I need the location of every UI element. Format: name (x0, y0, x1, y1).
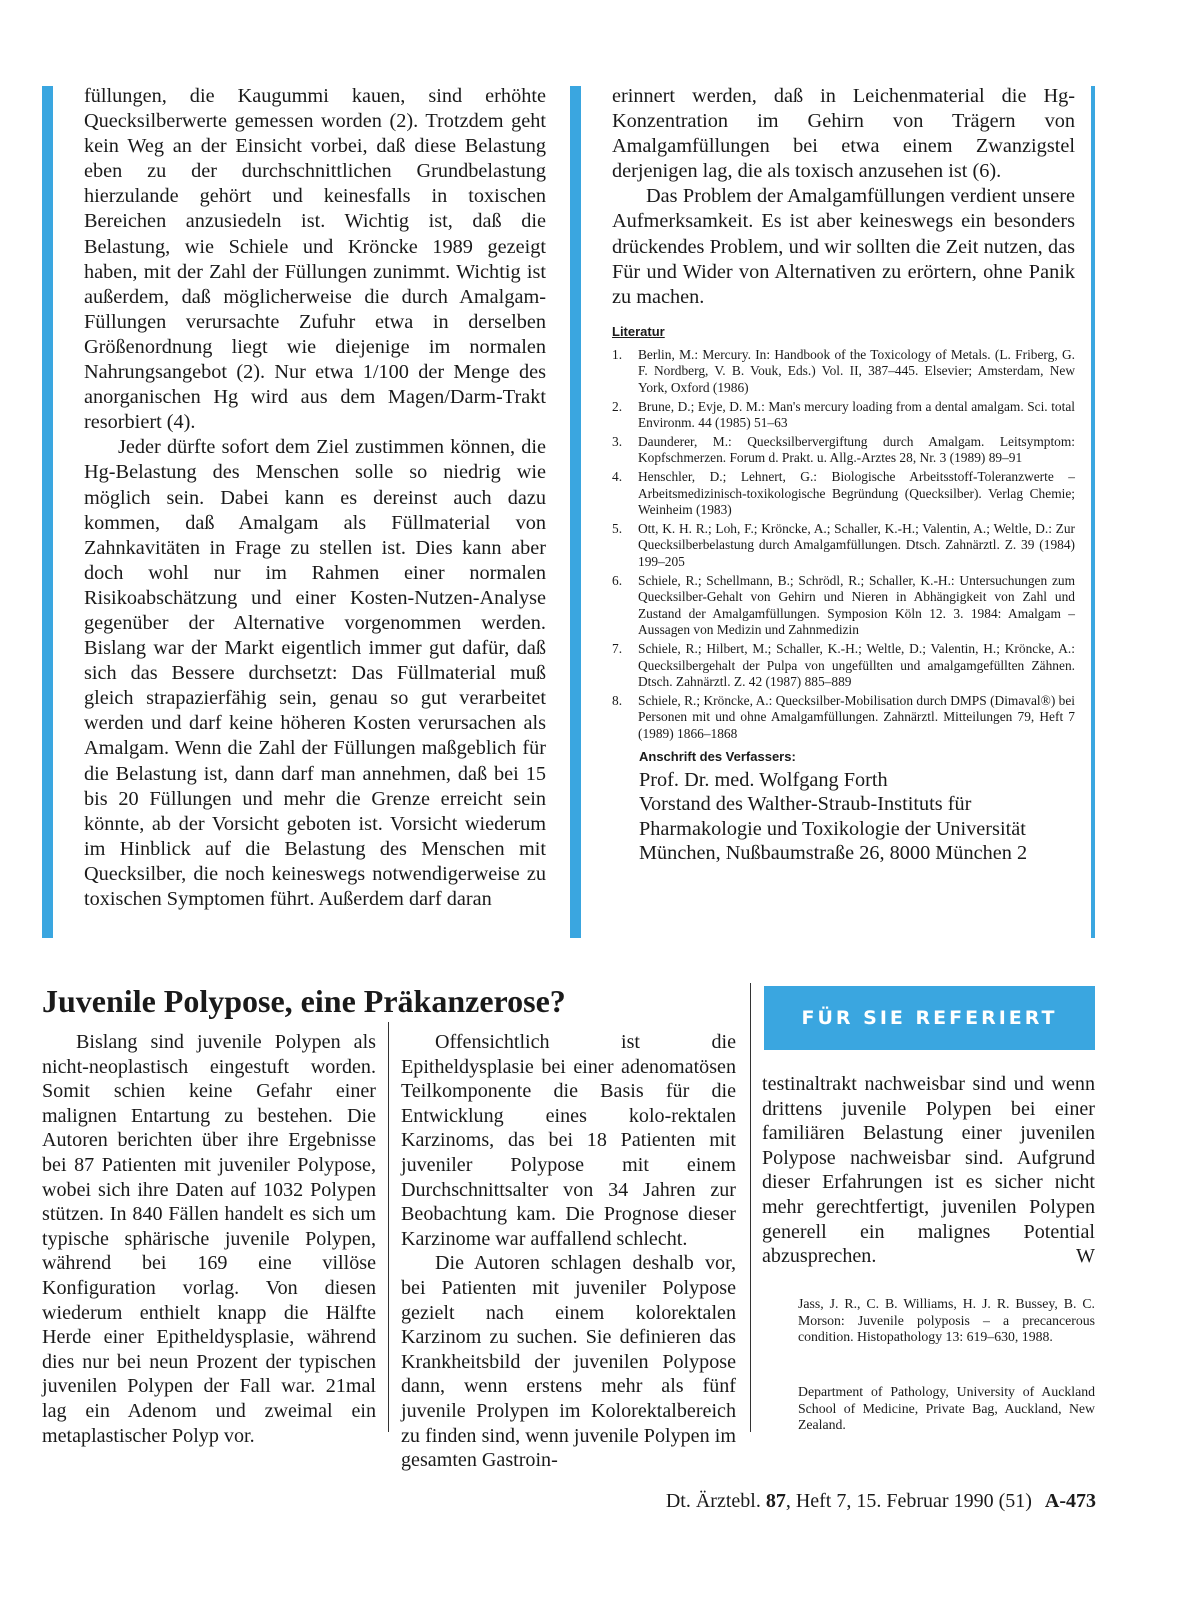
reference-number: 3. (612, 433, 623, 449)
reference-item (612, 641, 1075, 691)
article1-column-2 (612, 84, 1075, 866)
address-line: München, Nußbaumstraße 26, 8000 München 2 (639, 842, 1028, 865)
article2-paragraph: Bislang sind juvenile Polypen als nicht-neoplastisch eingestuft worden. Somit schien keine Gefahr einer malignen Entartung zu bestehen. Die Autoren berichten über ihre Ergebnisse bei 87 Patienten mit juveniler Polypose, wobei sich ihre Daten auf 1032 Polypen stützen. In 840 Fällen handelt es sich um typische sphärische juvenile Polypen, während bei 169 eine villöse Konfiguration vorlag. Von diesen wiederum enthielt knapp die Hälfte Herde einer Epitheldysplasie, während dies nur bei neun Prozent der typischen juvenilen Polypen der Fall war. 21mal lag ein Adenom und zweimal ein metaplastischer Polyp vor. (42, 1031, 376, 1447)
address-line: Pharmakologie und Toxikologie der Universität (639, 817, 1026, 840)
reference-item (612, 399, 1075, 432)
article2-paragraph: testinaltrakt nachweisbar sind und wenn drittens juvenile Polypen bei einer familiären Belastung einer juvenilen Polypose nachweisbar sind. Aufgrund dieser Erfahrungen ist es sicher nicht mehr gerechtfertigt, juvenilen Polypen generell ein malignes Potential abzusprechen. (762, 1073, 1095, 1268)
article2-column-1 (42, 1030, 376, 1448)
reference-item (612, 347, 1075, 397)
article1-column-1 (84, 84, 546, 912)
column-divider (750, 983, 751, 1432)
address-line: Vorstand des Walther-Straub-Instituts für (639, 793, 972, 816)
article1-paragraph: füllungen, die Kaugummi kauen, sind erhöhte Quecksilberwerte gemessen worden (2). Trotzdem geht kein Weg an der Einsicht vorbei, daß diese Belastung eben zu der durchschnittlichen Grundbelastung hierzulande gehört und keinesfalls in toxischen Bereichen anzusiedeln ist. Wichtig ist, daß die Belastung, wie Schiele und Kröncke 1989 gezeigt haben, mit der Zahl der Füllungen zunimmt. Wichtig ist außerdem, daß möglicherweise die durch Amalgam-Füllungen verursachte Zufuhr etwa in derselben Größenordnung liegt wie diejenige im normalen Nahrungsangebot (2). Nur etwa 1/100 der Menge des anorganischen Hg wird aus dem Magen/Darm-Trakt resorbiert (4). (84, 85, 546, 434)
author-signature: W (1076, 1245, 1095, 1268)
reference-text: Schiele, R.; Hilbert, M.; Schaller, K.-H.; Weltle, D.; Valentin, H.; Kröncke, A.: Quecksilbergehalt der Pulpa von ungefüllten und amalgamgefüllten Zähnen. Dtsch. Zahnärztl. Z. 42 (1987) 885–889 (638, 640, 1075, 690)
address-heading: Anschrift des Verfassers: (639, 748, 796, 764)
author-affiliation (798, 1384, 1095, 1434)
reference-item (612, 521, 1075, 571)
reference-item (612, 469, 1075, 519)
reference-number: 6. (612, 572, 623, 588)
reference-text: Henschler, D.; Lehnert, G.: Biologische Arbeitsstoff-Toleranzwerte – Arbeitsmedizinisch-toxikologische Begründung (Quecksilber). Verlag Chemie; Weinheim (1983) (638, 469, 1075, 518)
accent-bar-left (42, 86, 53, 938)
accent-bar-middle (570, 86, 581, 938)
article1-paragraph: erinnert werden, daß in Leichenmaterial die Hg-Konzentration im Gehirn von Trägern von Amalgamfüllungen bei etwa einem Zwanzigstel derjenigen lag, die als toxisch anzusehen ist (6). (612, 85, 1075, 183)
column-divider (388, 1022, 389, 1432)
reference-text: Brune, D.; Evje, D. M.: Man's mercury loading from a dental amalgam. Sci. total Environm. 44 (1985) 51–63 (638, 398, 1075, 431)
reference-number: 4. (612, 469, 623, 484)
accent-bar-right (1091, 86, 1095, 938)
reference-text: Berlin, M.: Mercury. In: Handbook of the Toxicology of Metals. (L. Friberg, G. F. Nordberg, V. B. Vouk, Eds.) Vol. II, 387–445. Elsevier; Amsterdam, New York, Oxford (1986) (638, 346, 1075, 396)
page-footer (666, 1490, 1096, 1513)
article1-paragraph: Jeder dürfte sofort dem Ziel zustimmen können, die Hg-Belastung des Menschen solle so niedrig wie möglich sein. Dabei kann es dereinst auch dazu kommen, daß Amalgam als Füllmaterial von Zahnkavitäten in Frage zu stellen ist. Dies kann aber doch wohl nur im Rahmen einer normalen Risikoabschätzung und einer Kosten-Nutzen-Analyse gegenüber der Alternative vorgenommen werden. Bislang war der Markt eigentlich immer gut dafür, daß sich das Bessere durchsetzt: Das Füllmaterial muß gleich strapazierfähig sein, genau so gut verarbeitet werden und darf keine höheren Kosten verursachen als Amalgam. Wenn die Zahl der Füllungen maßgeblich für die Belastung ist, dann darf man annehmen, daß bei 15 bis 20 Füllungen und mehr die Grenze erreicht sein könnte, ab der Vorsicht geboten ist. Vorsicht wiederum im Hinblick auf die Belastung des Menschen mit Quecksilber, die noch keineswegs notwendigerweise zu toxischen Symptomen führt. Außerdem darf daran (84, 436, 546, 910)
affiliation-text: Department of Pathology, University of Auckland School of Medicine, Private Bag, Auckland, New Zealand. (798, 1384, 1095, 1433)
reference-item (612, 693, 1075, 743)
reference-text: Schiele, R.; Kröncke, A.: Quecksilber-Mobilisation durch DMPS (Dimaval®) bei Personen mit und ohne Amalgamfüllungen. Zahnärztl. Mitteilungen 79, Heft 7 (1989) 1866–1868 (638, 692, 1075, 741)
literature-heading: Literatur (612, 323, 665, 339)
article2-column-3 (762, 1072, 1095, 1269)
journal-volume: 87 (765, 1490, 786, 1512)
article2-paragraph: Offensichtlich ist die Epitheldysplasie bei einer adenomatösen Teilkomponente die Basis für die Entwicklung eines kolo-rektalen Karzinoms, das bei 18 Patienten mit juveniler Polypose mit einem Durchschnittsalter von 34 Jahren zur Beobachtung kam. Die Prognose dieser Karzinome war auffallend schlecht. (401, 1031, 736, 1250)
reference-text: Schiele, R.; Schellmann, B.; Schrödl, R.; Schaller, K.-H.: Untersuchungen zum Quecksilber-Gehalt von Gehirn und Nieren in Abhängigkeit von Zahl und Zustand der Amalgamfüllungen. Symposion Köln 12. 3. 1984: Amalgam – Aussagen von Medizin und Zahnmedizin (638, 572, 1075, 638)
author-address (639, 768, 1075, 866)
reference-text: Ott, K. H. R.; Loh, F.; Kröncke, A.; Schaller, K.-H.; Valentin, A.; Weltle, D.: Zur Quecksilberbelastung durch Amalgamfüllungen. Dtsch. Zahnärztl. Z. 39 (1984) 199–205 (638, 520, 1075, 569)
reference-number: 5. (612, 520, 623, 536)
journal-name: Dt. Ärztebl. (665, 1490, 761, 1512)
article2-title: Juvenile Polypose, eine Präkanzerose? (42, 983, 566, 1019)
fuer-sie-referiert-banner: FÜR SIE REFERIERT (764, 986, 1095, 1050)
citation-text: Jass, J. R., C. B. Williams, H. J. R. Bussey, B. C. Morson: Juvenile polyposis – a precancerous condition. Histopathology 13: 619–630, 1988. (798, 1296, 1095, 1345)
article1-paragraph: Das Problem der Amalgamfüllungen verdient unsere Aufmerksamkeit. Es ist aber keineswegs ein besonders drückendes Problem, und wir sollten die Zeit nutzen, das Für und Wider von Alternativen zu erörtern, ohne Panik zu machen. (612, 185, 1075, 308)
address-line: Prof. Dr. med. Wolfgang Forth (639, 768, 888, 791)
journal-issue: , Heft 7, 15. Februar 1990 (51) (785, 1490, 1032, 1512)
article2-paragraph: Die Autoren schlagen deshalb vor, bei Patienten mit juveniler Polypose gezielt nach einem kolorektalen Karzinom zu suchen. Sie definieren das Krankheitsbild der juvenilen Polypose dann, wenn erstens mehr als fünf juvenile Prolypen im Kolorektalbereich zu finden sind, wenn juvenile Polypen im gesamten Gastroin- (401, 1252, 736, 1472)
reference-list (612, 347, 1075, 743)
source-citation (798, 1296, 1095, 1346)
reference-text: Daunderer, M.: Quecksilbervergiftung durch Amalgam. Leitsymptom: Kopfschmerzen. Forum d. Prakt. u. Allg.-Arztes 28, Nr. 3 (1989) 89–91 (638, 433, 1075, 466)
reference-number: 8. (612, 692, 623, 708)
reference-item (612, 573, 1075, 639)
page-number: A-473 (1044, 1490, 1096, 1512)
reference-number: 1. (612, 346, 623, 362)
article2-column-2 (401, 1030, 736, 1473)
reference-number: 7. (612, 640, 623, 656)
reference-number: 2. (612, 398, 623, 414)
reference-item (612, 434, 1075, 467)
